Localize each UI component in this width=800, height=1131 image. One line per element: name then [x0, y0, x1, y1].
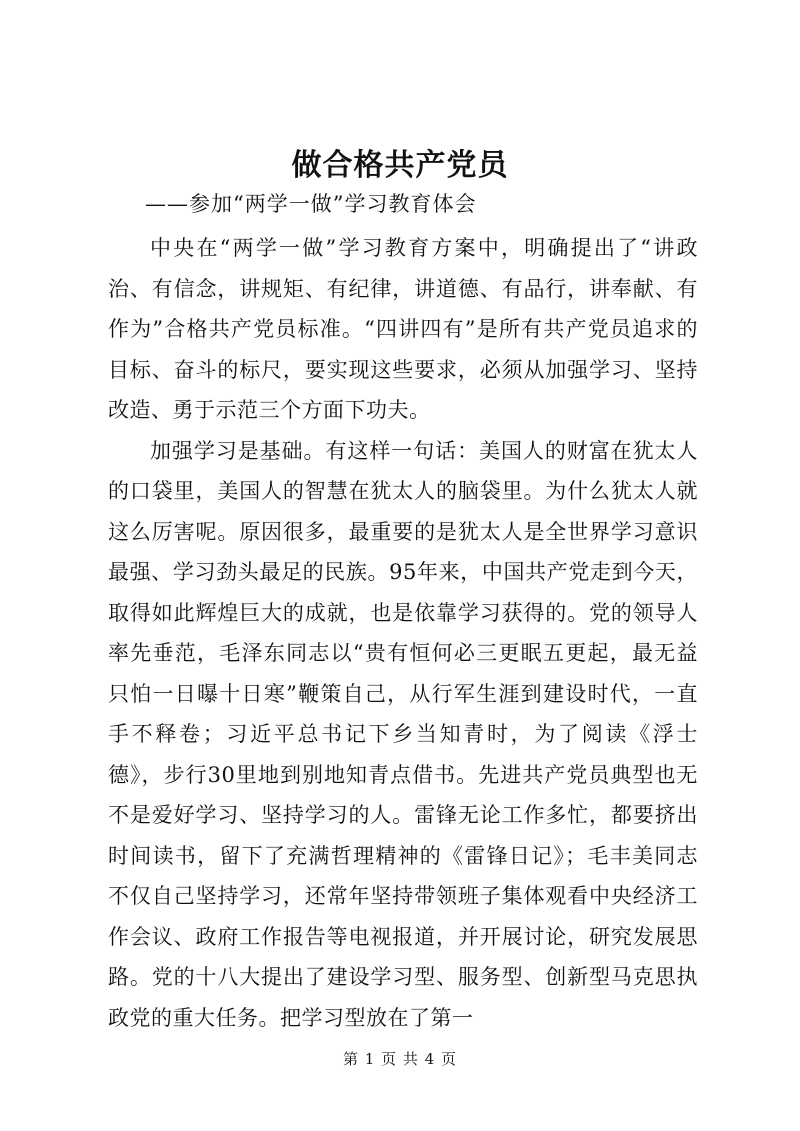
page-subtitle: ——参加“两学一做”学习教育体会 [145, 192, 477, 216]
page-footer: 第 1 页 共 4 页 [343, 1050, 457, 1068]
paragraph-study: 加强学习是基础。有这样一句话：美国人的财富在犹太人的口袋里，美国人的智慧在犹太人的脑袋里。为什么犹太人就这么厉害呢。原因很多，最重要的是犹太人是全世界学习意识最强、学习劲头最足的民族。95年来，中国共产党走到今天，取得如此辉煌巨大的成就，也是依靠学习获得的。党的领导人率先垂范，毛泽东同志以“贵有恒何必三更眠五更起，最无益只怕一日曝十日寒”鞭策自己，从行军生涯到建设时代，一直手不释卷；习近平总书记下乡当知青时，为了阅读《浮士德》，步行30里地到别地知青点借书。先进共产党员典型也无不是爱好学习、坚持学习的人。雷锋无论工作多忙，都要挤出时间读书，留下了充满哲理精神的《雷锋日记》；毛丰美同志不仅自己坚持学习，还常年坚持带领班子集体观看中央经济工作会议、政府工作报告等电视报道，并开展讨论，研究发展思路。党的十八大提出了建设学习型、服务型、创新型马克思执政党的重大任务。把学习型放在了第一 [108, 438, 698, 1030]
body-text [108, 228, 698, 1038]
page-title: 做合格共产党员 [291, 148, 509, 183]
paragraph-intro: 中央在“两学一做”学习教育方案中，明确提出了“讲政治、有信念，讲规矩、有纪律，讲道德、有品行，讲奉献、有作为”合格共产党员标准。“四讲四有”是所有共产党员追求的目标、奋斗的标尺，要实现这些要求，必须从加强学习、坚持改造、勇于示范三个方面下功夫。 [108, 236, 698, 422]
